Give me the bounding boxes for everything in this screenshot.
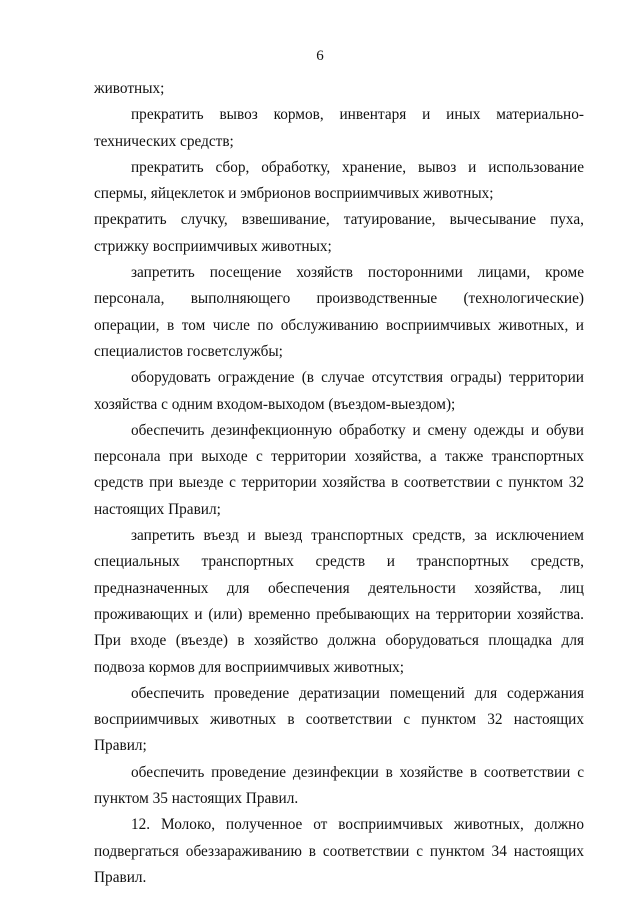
page-number: 6 xyxy=(316,48,324,64)
paragraph-ban-visits: запретить посещение хозяйств посторонними лицами, кроме персонала, выполняющего производственные (технологические) операции, в том числе по обслуживанию восприимчивых животных, и специалистов госветслужбы; xyxy=(94,264,584,360)
paragraph-install-fence: оборудовать ограждение (в случае отсутствия ограды) территории хозяйства с одним входом-выходом (въездом-выездом); xyxy=(94,369,584,413)
paragraph-ban-vehicle-entry: запретить въезд и выезд транспортных средств, за исключением специальных транспортных средств и транспортных средств, предназначенных для обеспечения деятельности хозяйства, лиц проживающих и (или) временно пребывающих на территории хозяйства. При входе (въезде) в хозяйство должна оборудоваться площадка для подвоза кормов для восприимчивых животных; xyxy=(94,527,584,676)
document-body xyxy=(94,76,584,891)
paragraph-disinfection-farm: обеспечить проведение дезинфекции в хозяйстве в соответствии с пунктом 35 настоящих Правил. xyxy=(94,763,584,808)
paragraph-stop-feed-export: прекратить вывоз кормов, инвентаря и иных материально-технических средств; xyxy=(94,106,584,150)
paragraph-animals-continued: животных; xyxy=(94,80,165,97)
paragraph-stop-mating-weighing: прекратить случку, взвешивание, татуирование, вычесывание пуха, стрижку восприимчивых животных; xyxy=(94,211,584,255)
paragraph-deratization: обеспечить проведение дератизации помещений для содержания восприимчивых животных в соответствии с пунктом 32 настоящих Правил; xyxy=(94,684,584,755)
paragraph-disinfection-clothing: обеспечить дезинфекционную обработку и смену одежды и обуви персонала при выходе с территории хозяйства, а также транспортных средств при выезде с территории хозяйства в соответствии с пунктом 32 настоящих Правил; xyxy=(94,421,584,518)
paragraph-stop-sperm-collection: прекратить сбор, обработку, хранение, вывоз и использование спермы, яйцеклеток и эмбрионов восприимчивых животных; xyxy=(94,158,584,203)
paragraph-milk-decontamination: 12. Молоко, полученное от восприимчивых животных, должно подвергаться обеззараживанию в соответствии с пунктом 34 настоящих Правил. xyxy=(94,816,584,886)
